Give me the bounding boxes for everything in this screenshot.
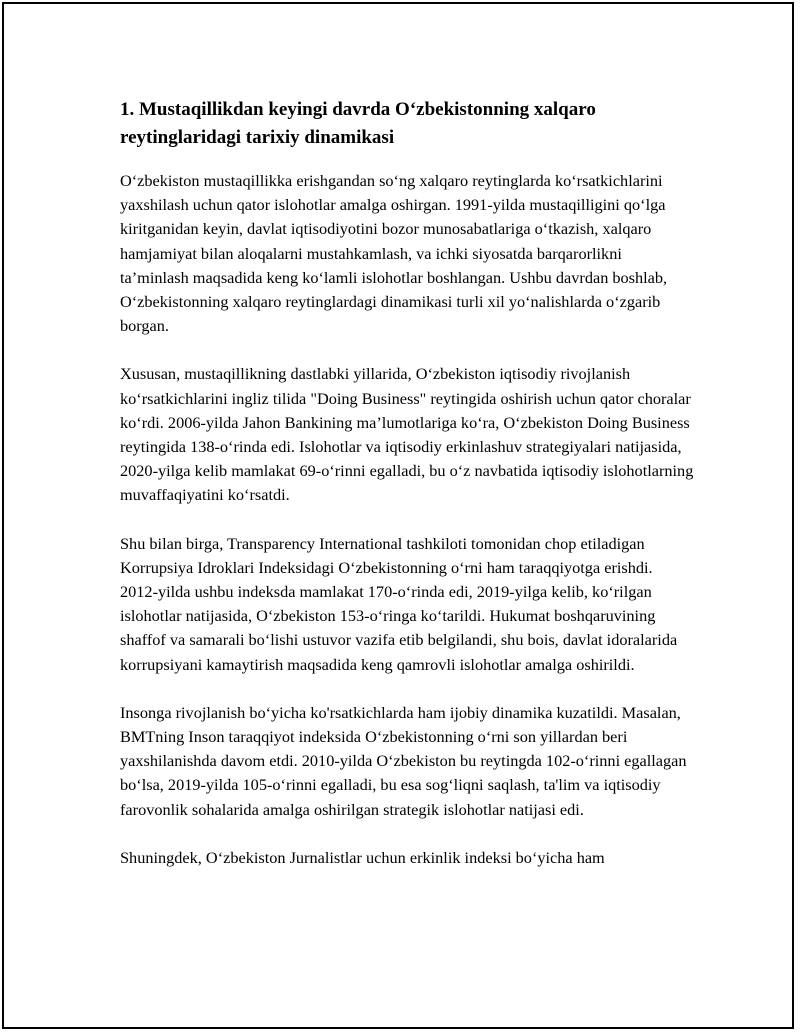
document-body xyxy=(120,96,694,894)
document-page xyxy=(2,2,794,1029)
paragraph-2: Xususan, mustaqillikning dastlabki yillarida, O‘zbekiston iqtisodiy rivojlanish ko‘rsatkichlarini ingliz tilida "Doing Business" reytingida oshirish uchun qator choralar ko‘rdi. 2006-yilda Jahon Bankining ma’lumotlariga ko‘ra, O‘zbekiston Doing Business reytingida 138-o‘rinda edi. Islohotlar va iqtisodiy erkinlashuv strategiyalari natijasida, 2020-yilga kelib mamlakat 69-o‘rinni egalladi, bu o‘z navbatida iqtisodiy islohotlarning muvaffaqiyatini ko‘rsatdi. xyxy=(120,364,694,505)
paragraph-1: O‘zbekiston mustaqillikka erishgandan so‘ng xalqaro reytinglarda ko‘rsatkichlarini yaxshilash uchun qator islohotlar amalga oshirgan. 1991-yilda mustaqilligini qo‘lga kiritganidan keyin, davlat iqtisodiyotini bozor munosabatlariga o‘tkazish, xalqaro hamjamiyat bilan aloqalarni mustahkamlash, va ichki siyosatda barqarorlikni ta’minlash maqsadida keng ko‘lamli islohotlar boshlangan. Ushbu davrdan boshlab, O‘zbekistonning xalqaro reytinglardagi dinamikasi turli xil yo‘nalishlarda o‘zgarib borgan. xyxy=(120,171,668,336)
paragraph-4: Insonga rivojlanish bo‘yicha ko'rsatkichlarda ham ijobiy dinamika kuzatildi. Masalan, BMTning Inson taraqqiyot indeksida O‘zbekistonning o‘rni son yillardan beri yaxshilanishda davom etdi. 2010-yilda O‘zbekiston bu reytingda 102-o‘rinni egallagan bo‘lsa, 2019-yilda 105-o‘rinni egalladi, bu esa sog‘liqni saqlash, ta'lim va iqtisodiy farovonlik sohalarida amalga oshirilgan strategik islohotlar natijasi edi. xyxy=(120,702,687,819)
paragraph-3: Shu bilan birga, Transparency International tashkiloti tomonidan chop etiladigan Korrupsiya Idroklari Indeksidagi O‘zbekistonning o‘rni ham taraqqiyotga erishdi. 2012-yilda ushbu indeksda mamlakat 170-o‘rinda edi, 2019-yilga kelib, ko‘rilgan islohotlar natijasida, O‘zbekiston 153-o‘ringa ko‘tarildi. Hukumat boshqaruvining shaffof va samarali bo‘lishi ustuvor vazifa etib belgilandi, shu bois, davlat idoralarida korrupsiyani kamaytirish maqsadida keng qamrovli islohotlar amalga oshirildi. xyxy=(120,533,678,674)
paragraph-5: Shuningdek, O‘zbekiston Jurnalistlar uchun erkinlik indeksi bo‘yicha ham xyxy=(120,847,605,867)
section-heading: 1. Mustaqillikdan keyingi davrda O‘zbekistonning xalqaro reytinglaridagi tarixiy dinamikasi xyxy=(120,99,596,148)
